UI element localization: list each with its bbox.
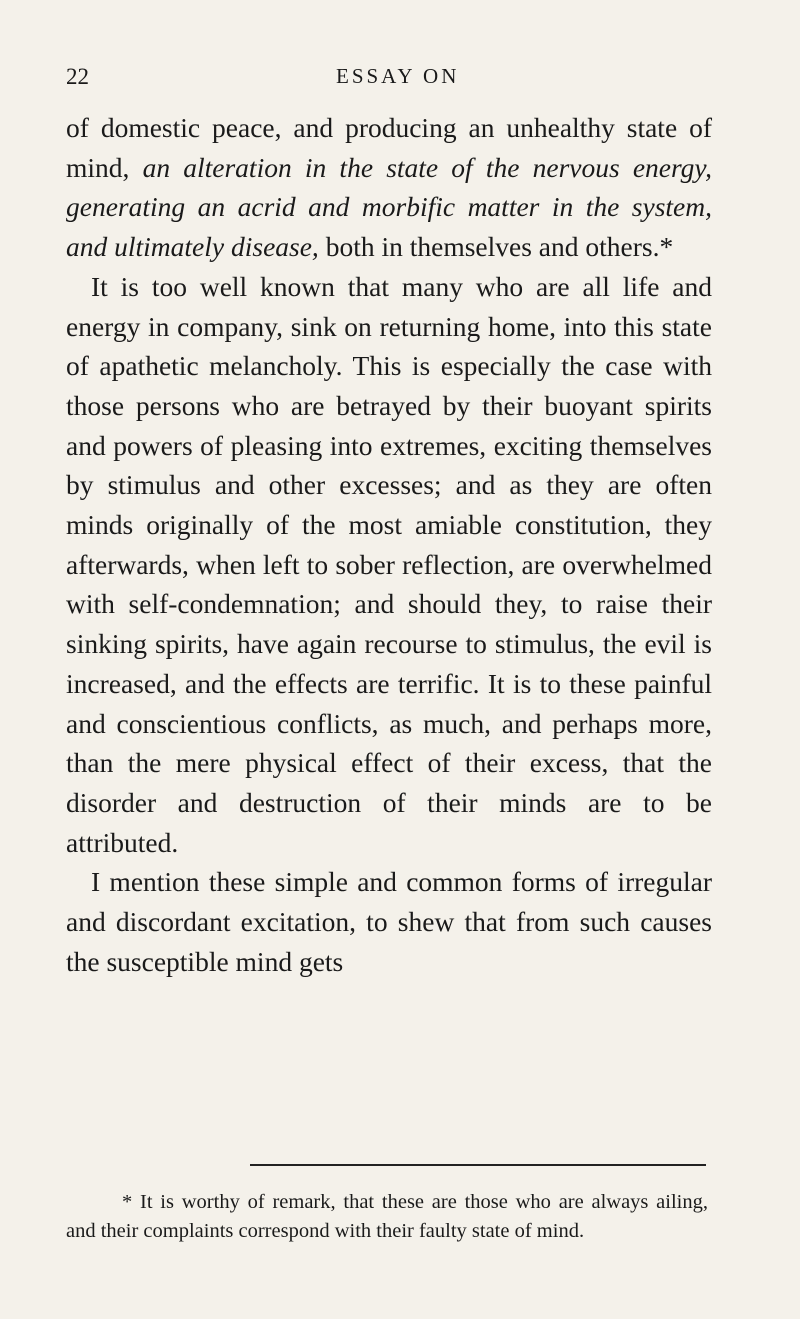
paragraph-tail: both in themselves and others.*: [318, 231, 674, 263]
body-text: [66, 108, 712, 981]
paragraph: It is too well known that many who are all life and energy in company, sink on returning home, into this state of apathetic melancholy. This is especially the case with those persons who are betrayed by their buoyant spirits and powers of pleasing into extremes, exciting themselves by stimulus and other excesses; and as they are often minds originally of the most amiable constitution, they afterwards, when left to sober reflection, are overwhelmed with self-condemnation; and should they, to raise their sinking spirits, have again recourse to stimulus, the evil is increased, and the effects are terrific. It is to these painful and conscientious conflicts, as much, and perhaps more, than the mere physical effect of their excess, that the disorder and destruction of their minds are to be attributed.: [66, 270, 712, 858]
paragraph-emphasis: an alteration in the state of the nervous energy, generating an acrid and morbific matter in the system, and ultimately disease,: [66, 151, 713, 263]
paragraph-continued: [66, 108, 712, 267]
footnote-rule: [250, 1164, 706, 1166]
running-head: [66, 64, 712, 94]
paragraph-lead: of domestic peace, and producing an unhealthy state of mind,: [66, 112, 712, 183]
page-number: 22: [66, 64, 89, 89]
footnote: * It is worthy of remark, that these are those who are always ailing, and their complaints correspond with their faulty state of mind.: [66, 1191, 708, 1242]
running-title: ESSAY ON: [336, 64, 460, 88]
paragraph: I mention these simple and common forms of irregular and discordant excitation, to shew that from such causes the susceptible mind gets: [66, 866, 712, 977]
